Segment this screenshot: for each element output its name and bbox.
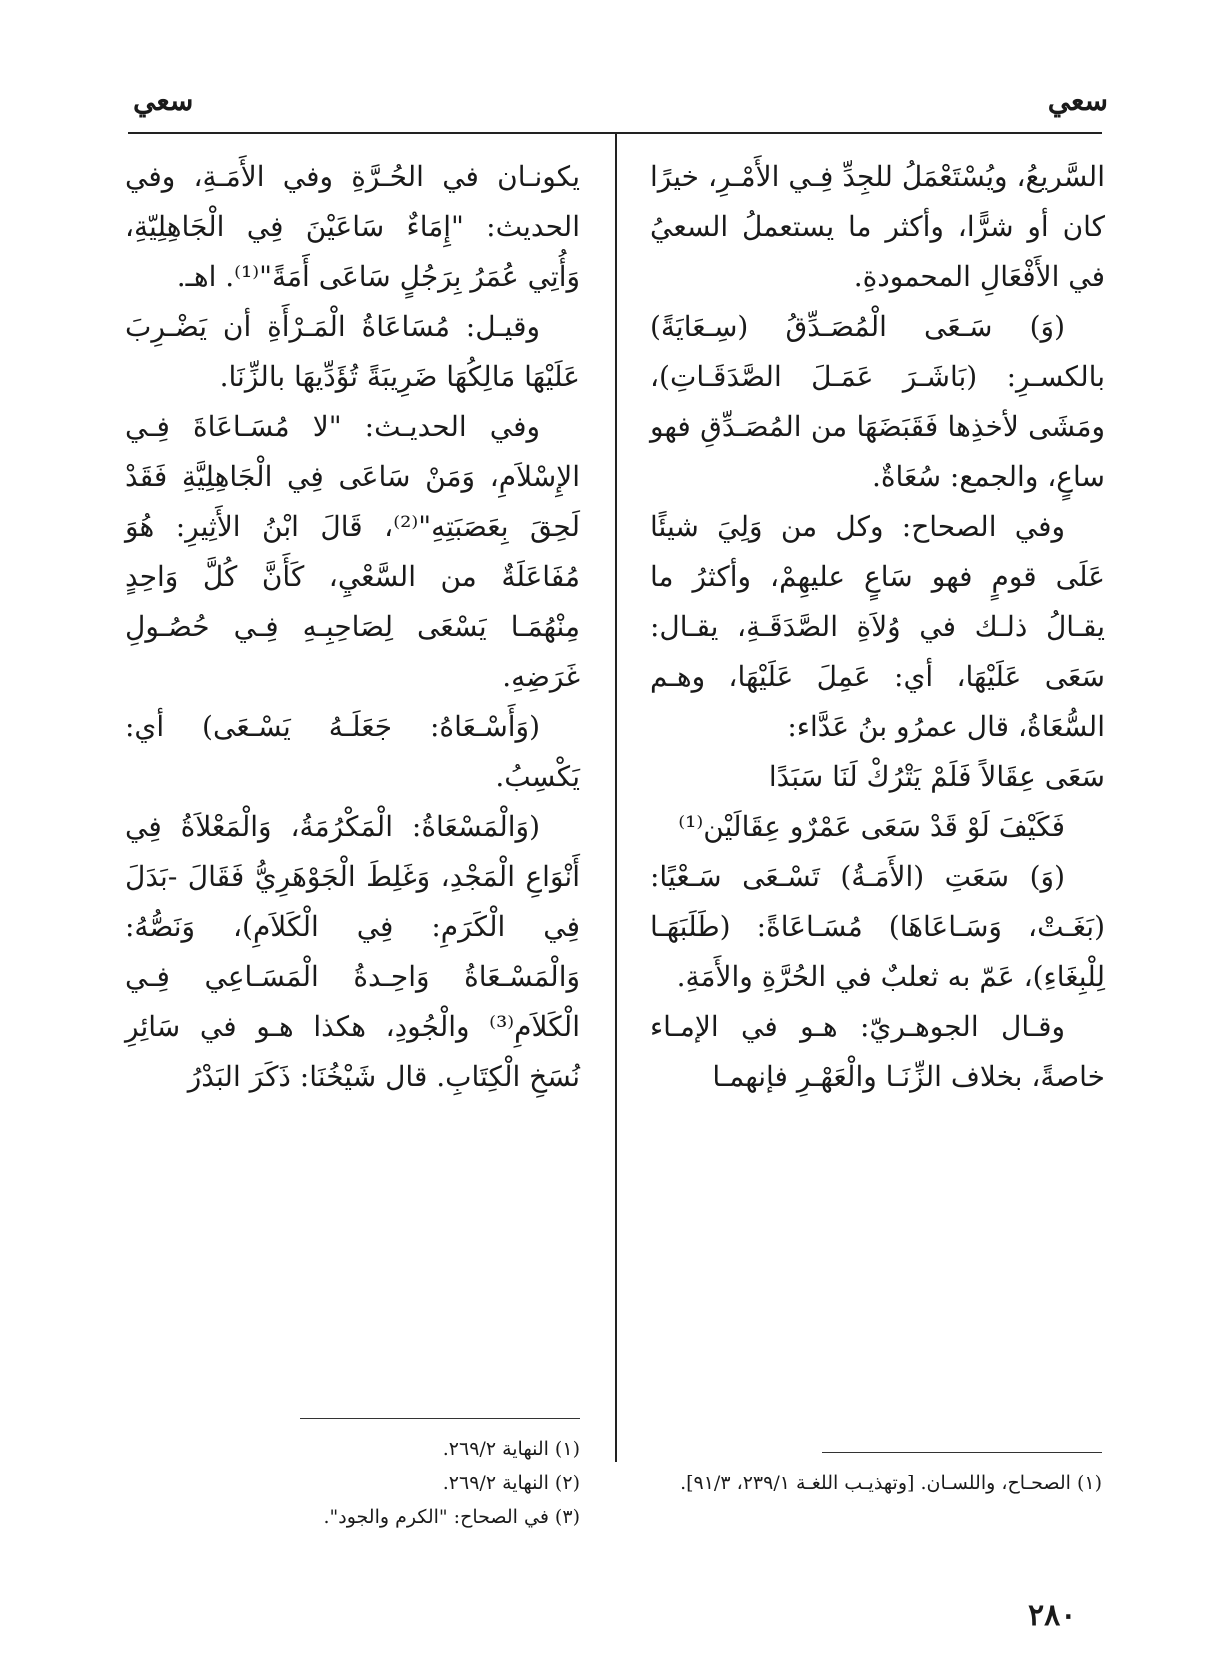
verse-line: سَعَى عِقَالاً فَلَمْ يَتْرُكْ لَنَا سَبَدًا	[768, 760, 1105, 793]
paragraph: (وَ) سَعَتِ (الأَمَـةُ) تَسْـعَى سَـعْيًا: (بَغَـتْ، وَسَـاعَاهَا) مُسَـاعَاةً: (طَلَبَهَـا لِلْبِغَاءِ)، عَمّ به ثعلبٌ في الحُرَّةِ والأَمَةِ.	[650, 860, 1105, 993]
paragraph: يكونـان في الحُـرَّةِ وفي الأَمَـةِ، وفي الحديث: "إِمَاءٌ سَاعَيْنَ فِي الْجَاهِلِيّةِ، وَأُتِي عُمَرُ بِرَجُلٍ سَاعَى أَمَةً"⁽¹⁾. اهـ.	[125, 160, 580, 293]
left-column	[125, 152, 580, 1102]
paragraph: السَّريعُ، ويُسْتَعْمَلُ للجِدِّ فِـي الأَمْـرِ، خيرًا كان أو شرًّا، وأكثر ما يستعملُ السعيُ في الأَفْعَالِ المحمودةِ.	[650, 160, 1105, 293]
paragraph: (وَأَسْـعَاهُ: جَعَلَـهُ يَسْـعَى) أي: يَكْسِبُ.	[125, 710, 580, 793]
right-column	[650, 152, 1105, 1102]
footnote: (١) النهاية ٢٦٩/٢.	[442, 1438, 580, 1460]
footnote-rule-left	[300, 1418, 580, 1419]
paragraph: وفي الصحاح: وكل من وَلِيَ شيئًا عَلَى قومٍ فهو سَاعٍ عليهِمْ، وأكثرُ ما يقـالُ ذلـك في وُلاَةِ الصَّدَقَـةِ، يقـال: سَعَى عَلَيْهَا، أي: عَمِلَ عَلَيْهَا، وهـم السُّعَاةُ، قال عمرُو بنُ عَدَّاء:	[650, 510, 1105, 743]
verse-line: فَكَيْفَ لَوْ قَدْ سَعَى عَمْرٌو عِقَالَيْن⁽¹⁾	[678, 810, 1065, 843]
paragraph: وقـال الجوهـريّ: هـو في الإمـاء خاصةً، بخلاف الزِّنَـا والْعَهْـرِ فإنهمـا	[650, 1010, 1105, 1093]
running-head-right: سعي	[1047, 84, 1108, 117]
footnote-rule-right	[822, 1452, 1102, 1453]
paragraph: وفي الحديـث: "لا مُسَـاعَاةَ فِـي الإِسْلاَمِ، وَمَنْ سَاعَى فِي الْجَاهِلِيَّةِ فَقَدْ لَحِقَ بِعَصَبَتِهِ"⁽²⁾، قَالَ ابْنُ الأَثِيرِ: هُوَ مُفَاعَلَةٌ من السَّعْيِ، كَأَنَّ كُلَّ وَاحِدٍ مِنْهُمَـا يَسْعَى لِصَاحِبِـهِ فِـي حُصُـولِ غَرَضِهِ.	[125, 410, 580, 693]
paragraph: (وَ) سَـعَى الْمُصَـدِّقُ (سِـعَايَةً) بالكسـرِ: (بَاشَـرَ عَمَـلَ الصَّدَقَـاتِ)، ومَشَى لأخذِها فَقَبَضَهَا من المُصَـدِّقِ فهو ساعٍ، والجمع: سُعَاةٌ.	[650, 310, 1105, 493]
footnote: (٣) في الصحاح: "الكرم والجود".	[323, 1506, 580, 1528]
footnotes-left	[130, 1432, 580, 1534]
footnote: (٢) النهاية ٢٦٩/٢.	[442, 1472, 580, 1494]
running-head-left: سعي	[133, 84, 194, 117]
paragraph: وقيـل: مُسَاعَاةُ الْمَـرْأَةِ أن يَضْـرِبَ عَلَيْهَا مَالِكُهَا ضَرِيبَةً تُؤَدِّيهَا بالزِّنَا.	[125, 310, 580, 393]
footnotes-right	[650, 1466, 1102, 1500]
page-number: ٢٨٠	[1028, 1598, 1077, 1633]
footnote: (١) الصحـاح، واللسـان. [وتهذيـب اللغـة ٢٣٩/١، ٩١/٣].	[680, 1472, 1102, 1494]
paragraph: (وَالْمَسْعَاةُ: الْمَكْرُمَةُ، وَالْمَعْلاَةُ فِي أَنْوَاعِ الْمَجْدِ، وَغَلِطَ الْجَوْهَرِيُّ فَقَالَ -بَدَلَ فِي الْكَرَمِ: فِي الْكَلاَمِ)، وَنَصُّهُ: وَالْمَسْـعَاةُ وَاحِـدةُ الْمَسَـاعِي فِـي الْكَلاَمِ⁽³⁾ والْجُودِ، هكذا هـو في سَائِرِ نُسَخِ الْكِتَابِ. قال شَيْخُنَا: ذَكَرَ البَدْرُ	[125, 810, 580, 1093]
column-divider	[615, 132, 617, 1462]
